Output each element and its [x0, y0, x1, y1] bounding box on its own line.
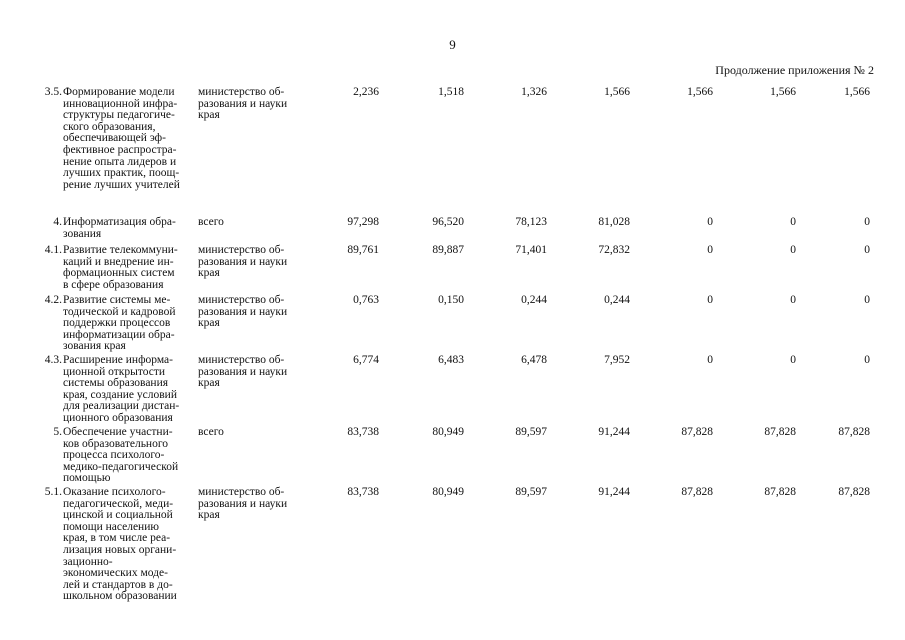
row-number: 4.1.: [44, 244, 62, 256]
value-cell: 0: [707, 354, 713, 366]
row-title-line: лизация новых органи-: [63, 543, 177, 556]
row-title-line: экономических моде-: [63, 567, 168, 580]
continuation-label: Продолжение приложения № 2: [715, 63, 874, 77]
row-title: [63, 355, 191, 425]
responsible-line: разования и науки: [198, 497, 288, 510]
value-cell: 1,566: [844, 86, 870, 98]
responsible-party: [198, 487, 298, 522]
value-cell: 6,478: [521, 354, 547, 366]
row-number: 5.1.: [44, 486, 62, 498]
responsible-line: всего: [198, 426, 224, 438]
value-cell: 0: [864, 294, 870, 306]
row-title-line: Информатизация обра-: [63, 216, 176, 228]
row-title-line: процесса психолого-: [63, 449, 165, 462]
value-cell: 1,566: [604, 86, 630, 98]
responsible-party: [198, 427, 298, 439]
value-cell: 89,597: [515, 426, 547, 438]
row-number: 4.3.: [44, 354, 62, 366]
value-cell: 0,244: [604, 294, 630, 306]
row-number: 4.2.: [44, 294, 62, 306]
responsible-party: [198, 355, 298, 390]
row-title-line: обеспечивающей эф-: [63, 132, 166, 145]
row-title-line: структуры педагогиче-: [63, 109, 175, 122]
row-title-line: формационных систем: [63, 267, 175, 280]
value-cell: 1,566: [687, 86, 713, 98]
responsible-party: [198, 295, 298, 330]
row-title-line: помощи населению: [63, 520, 159, 533]
value-cell: 6,774: [353, 354, 379, 366]
row-title-line: фективное распростра-: [63, 143, 177, 156]
row-title: [63, 295, 191, 353]
value-cell: 0,763: [353, 294, 379, 306]
row-title-line: ционного образования: [63, 411, 173, 424]
row-number: 5.: [53, 426, 62, 438]
row-title-line: зования: [63, 227, 102, 240]
responsible-line: министерство об-: [198, 354, 285, 366]
value-cell: 89,761: [347, 244, 379, 256]
value-cell: 0: [864, 216, 870, 228]
value-cell: 87,828: [838, 486, 870, 498]
value-cell: 1,566: [770, 86, 796, 98]
row-title-line: поддержки процессов: [63, 317, 171, 330]
value-cell: 91,244: [598, 486, 630, 498]
row-title-line: края, создание условий: [63, 388, 177, 401]
value-cell: 87,828: [764, 486, 796, 498]
value-cell: 78,123: [515, 216, 547, 228]
responsible-line: разования и науки: [198, 97, 288, 110]
row-title-line: помощью: [63, 472, 111, 485]
row-title-line: зования края: [63, 340, 126, 353]
responsible-line: министерство об-: [198, 486, 285, 498]
page-number: 9: [449, 37, 456, 52]
value-cell: 0,150: [438, 294, 464, 306]
row-title-line: Развитие системы ме-: [63, 294, 171, 306]
value-cell: 91,244: [598, 426, 630, 438]
row-title-line: цинской и социальной: [63, 509, 173, 522]
row-title-line: края, в том числе реа-: [63, 532, 171, 545]
responsible-line: разования и науки: [198, 365, 288, 378]
value-cell: 87,828: [764, 426, 796, 438]
responsible-party: [198, 217, 298, 229]
responsible-line: края: [198, 109, 220, 122]
row-title-line: Оказание психолого-: [63, 486, 166, 498]
value-cell: 0: [790, 354, 796, 366]
value-cell: 0,244: [521, 294, 547, 306]
responsible-line: разования и науки: [198, 255, 288, 268]
responsible-line: края: [198, 267, 220, 280]
responsible-line: края: [198, 509, 220, 522]
value-cell: 0: [707, 244, 713, 256]
row-title: [63, 217, 191, 240]
value-cell: 87,828: [681, 426, 713, 438]
value-cell: 0: [864, 244, 870, 256]
value-cell: 80,949: [432, 426, 464, 438]
row-title: [63, 245, 191, 291]
value-cell: 0: [864, 354, 870, 366]
value-cell: 1,518: [438, 86, 464, 98]
row-title-line: системы образования: [63, 377, 169, 390]
row-title: [63, 427, 191, 485]
row-title-line: Формирование модели: [63, 86, 175, 98]
row-title-line: Обеспечение участни-: [63, 426, 173, 438]
row-title-line: каций и внедрение ин-: [63, 255, 174, 268]
row-title-line: ского образования,: [63, 120, 156, 133]
value-cell: 0: [790, 244, 796, 256]
value-cell: 1,326: [521, 86, 547, 98]
row-title-line: педагогической, меди-: [63, 497, 174, 510]
row-number: 4.: [53, 216, 62, 228]
responsible-line: всего: [198, 216, 224, 228]
value-cell: 71,401: [515, 244, 547, 256]
value-cell: 81,028: [598, 216, 630, 228]
row-title-line: информатизации обра-: [63, 328, 175, 341]
value-cell: 72,832: [598, 244, 630, 256]
value-cell: 83,738: [347, 426, 379, 438]
responsible-party: [198, 245, 298, 280]
responsible-line: разования и науки: [198, 305, 288, 318]
value-cell: 0: [707, 216, 713, 228]
row-title: [63, 87, 191, 191]
value-cell: 96,520: [432, 216, 464, 228]
row-title-line: тодической и кадровой: [63, 305, 176, 318]
row-number: 3.5.: [44, 86, 62, 98]
value-cell: 89,597: [515, 486, 547, 498]
responsible-party: [198, 87, 298, 122]
row-title: [63, 487, 191, 603]
responsible-line: края: [198, 317, 220, 330]
row-title-line: ков образовательного: [63, 437, 169, 450]
row-title-line: Расширение информа-: [63, 354, 173, 366]
value-cell: 87,828: [838, 426, 870, 438]
value-cell: 0: [790, 294, 796, 306]
responsible-line: министерство об-: [198, 244, 285, 256]
responsible-line: министерство об-: [198, 86, 285, 98]
row-title-line: в сфере образования: [63, 278, 164, 291]
row-title-line: рение лучших учителей: [63, 178, 180, 191]
row-title-line: лучших практик, поощ-: [63, 167, 180, 180]
row-title-line: Развитие телекоммуни-: [63, 244, 178, 256]
responsible-line: края: [198, 377, 220, 390]
value-cell: 0: [790, 216, 796, 228]
value-cell: 97,298: [347, 216, 379, 228]
row-title-line: инновационной инфра-: [63, 97, 178, 110]
value-cell: 7,952: [604, 354, 630, 366]
row-title-line: медико-педагогической: [63, 460, 179, 473]
value-cell: 80,949: [432, 486, 464, 498]
row-title-line: для реализации дистан-: [63, 400, 180, 413]
responsible-line: министерство об-: [198, 294, 285, 306]
row-title-line: ционной открытости: [63, 365, 166, 378]
value-cell: 2,236: [353, 86, 379, 98]
value-cell: 6,483: [438, 354, 464, 366]
row-title-line: школьном образовании: [63, 590, 177, 603]
value-cell: 87,828: [681, 486, 713, 498]
value-cell: 89,887: [432, 244, 464, 256]
row-title-line: лей и стандартов в до-: [63, 578, 173, 591]
row-title-line: зационно-: [63, 555, 113, 568]
value-cell: 0: [707, 294, 713, 306]
value-cell: 83,738: [347, 486, 379, 498]
row-title-line: нение опыта лидеров и: [63, 155, 177, 168]
